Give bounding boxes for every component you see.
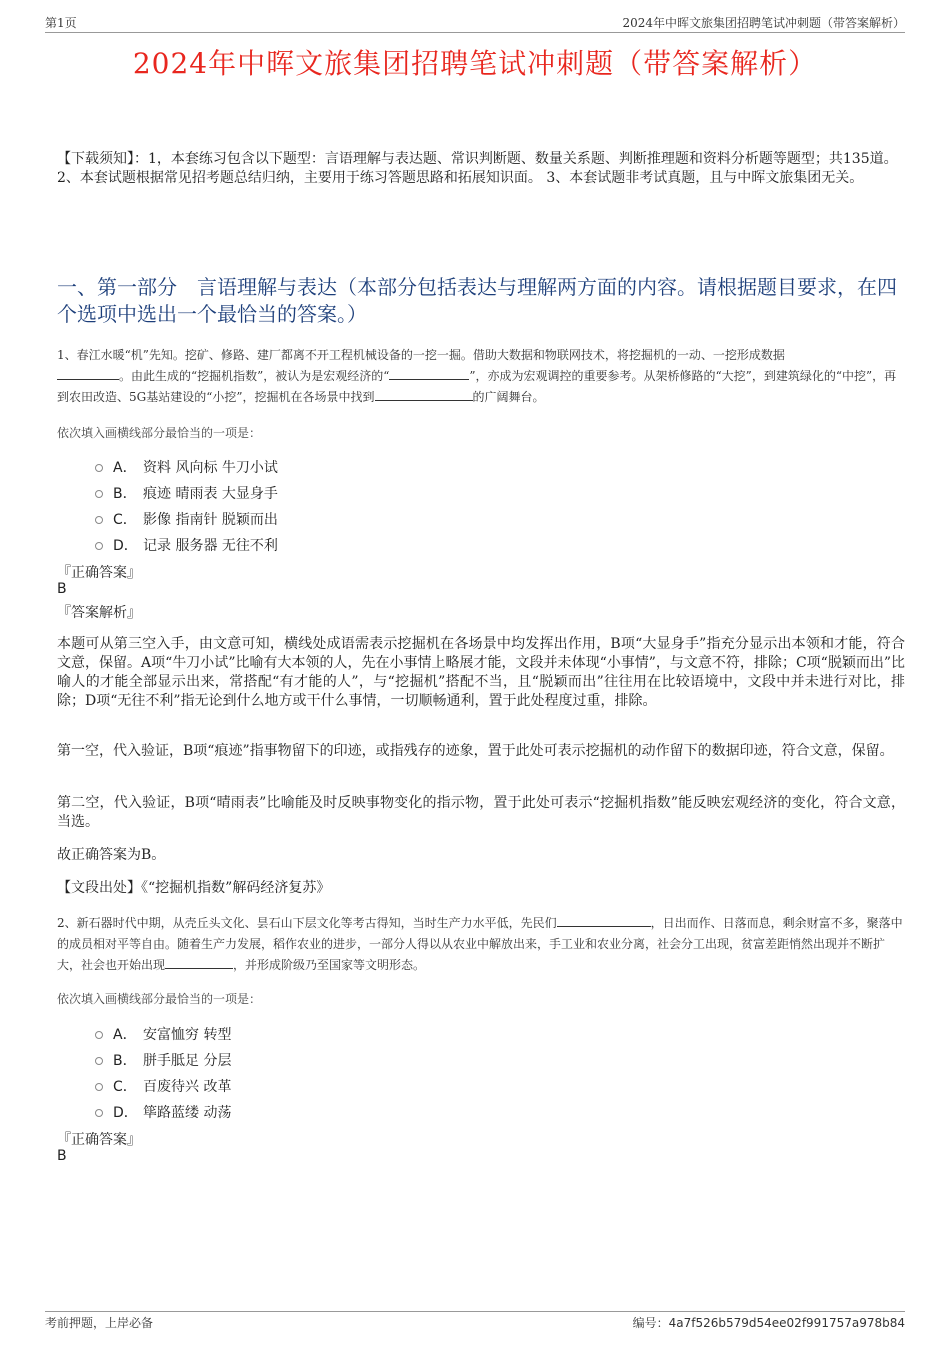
option-letter: B． — [113, 1053, 137, 1069]
q2-option-d[interactable] — [95, 1102, 231, 1122]
q2-text-2: ，日出而作、日落而息，剩余财富不多，聚落中的成员相对平等自由。随着生产力发展，稻作农业的进步，一部分人得以从农业中解放出来，手工业和农业分离，社会分工出现，贫富差距悄然出现并不断扩大，社会也开始出现 — [57, 916, 903, 972]
q1-answer-label: 『正确答案』 — [57, 565, 141, 581]
code-label: 编号： — [632, 1316, 669, 1330]
running-title: 2024年中晖文旅集团招聘笔试冲刺题（带答案解析） — [622, 16, 905, 30]
header-divider — [45, 32, 905, 33]
radio-icon[interactable] — [95, 1109, 103, 1117]
radio-icon[interactable] — [95, 542, 103, 550]
q1-text-4: 的广阔舞台。 — [472, 390, 545, 404]
option-letter: A． — [113, 460, 137, 476]
q2-prompt: 依次填入画横线部分最恰当的一项是： — [57, 992, 262, 1006]
option-letter: D． — [113, 1105, 138, 1121]
q2-answer: B — [57, 1148, 67, 1164]
option-text: 筚路蓝缕 动荡 — [143, 1105, 232, 1121]
radio-icon[interactable] — [95, 1031, 103, 1039]
q2-blank-2 — [165, 956, 233, 969]
option-text: 影像 指南针 脱颖而出 — [143, 512, 278, 528]
option-text: 胼手胝足 分层 — [143, 1053, 232, 1069]
option-text: 记录 服务器 无往不利 — [143, 538, 278, 554]
footer-slogan: 考前押题，上岸必备 — [45, 1316, 154, 1330]
page-title: 2024年中晖文旅集团招聘笔试冲刺题（带答案解析） — [132, 47, 818, 80]
q1-prompt: 依次填入画横线部分最恰当的一项是： — [57, 426, 262, 440]
q1-analysis-paragraph: 第二空，代入验证，B项“晴雨表”比喻能及时反映事物变化的指示物，置于此处可表示“挖掘机指数”能反映宏观经济的变化，符合文意，当选。 — [57, 795, 905, 830]
page-number: 第1页 — [45, 16, 77, 30]
footer-divider — [45, 1311, 905, 1312]
option-letter: C． — [113, 1079, 137, 1095]
q1-analysis-paragraph: 第一空，代入验证，B项“痕迹”指事物留下的印迹，或指残存的迹象，置于此处可表示挖掘机的动作留下的数据印迹，符合文意，保留。 — [57, 743, 894, 759]
code-value: 4a7f526b579d54ee02f991757a978b84 — [668, 1316, 905, 1330]
option-letter: D． — [113, 538, 138, 554]
q1-option-b[interactable] — [95, 483, 278, 503]
q1-text-1: 1、春江水暖“机”先知。挖矿、修路、建厂都离不开工程机械设备的一挖一掘。借助大数据和物联网技术，将挖掘机的一动、一挖形成数据 — [57, 348, 785, 362]
q1-analysis-conclusion: 故正确答案为B。 — [57, 847, 166, 863]
q2-option-b[interactable] — [95, 1050, 231, 1070]
q2-option-a[interactable] — [95, 1024, 231, 1044]
q1-blank-3 — [375, 388, 473, 401]
q1-text-3: ”，亦成为宏观调控的重要参考。从架桥修路的“大挖”，到建筑绿化的“中挖”，再到农田改造、5G基站建设的“小挖”，挖掘机在各场景中找到 — [57, 369, 897, 404]
radio-icon[interactable] — [95, 1083, 103, 1091]
question-1-stem — [57, 345, 905, 408]
q2-text-3: ，并形成阶级乃至国家等文明形态。 — [233, 958, 426, 972]
q1-option-d[interactable] — [95, 535, 278, 555]
radio-icon[interactable] — [95, 464, 103, 472]
q2-blank-1 — [557, 914, 651, 927]
option-letter: A． — [113, 1027, 137, 1043]
q2-answer-label: 『正确答案』 — [57, 1132, 141, 1148]
option-text: 百废待兴 改革 — [143, 1079, 232, 1095]
option-text: 安富恤穷 转型 — [143, 1027, 232, 1043]
document-code — [633, 1314, 905, 1331]
option-text: 痕迹 晴雨表 大显身手 — [143, 486, 278, 502]
option-text: 资料 风向标 牛刀小试 — [143, 460, 278, 476]
option-letter: C． — [113, 512, 137, 528]
q1-blank-1 — [57, 367, 119, 380]
q1-analysis-paragraph: 本题可从第三空入手，由文意可知，横线处成语需表示挖掘机在各场景中均发挥出作用，B项“大显身手”指充分显示出本领和才能，符合文意，保留。A项“牛刀小试”比喻有大本领的人，先在小事情上略展才能，文段并未体现“小事情”，与文意不符，排除；C项“脱颖而出”比喻人的才能全部显示出来，常搭配“有才能的人”，与“挖掘机”搭配不当，且“脱颖而出”往往用在比较语境中，文段中并未进行对比，排除；D项“无往不利”指无论到什么地方或干什么事情，一切顺畅通利，置于此处程度过重，排除。 — [57, 636, 905, 709]
section-heading: 一、第一部分 言语理解与表达（本部分包括表达与理解两方面的内容。请根据题目要求，在四个选项中选出一个最恰当的答案。） — [57, 275, 897, 326]
q2-option-c[interactable] — [95, 1076, 231, 1096]
q2-text-1: 2、新石器时代中期，从壳丘头文化、昙石山下层文化等考古得知，当时生产力水平低，先民们 — [57, 916, 557, 930]
radio-icon[interactable] — [95, 1057, 103, 1065]
q1-text-2: 。由此生成的“挖掘机指数”，被认为是宏观经济的“ — [119, 369, 390, 383]
q1-analysis-label: 『答案解析』 — [57, 605, 141, 621]
option-letter: B． — [113, 486, 137, 502]
q1-option-a[interactable] — [95, 457, 278, 477]
question-2-stem — [57, 913, 905, 976]
q1-source: 【文段出处】《“挖掘机指数”解码经济复苏》 — [57, 880, 331, 896]
radio-icon[interactable] — [95, 490, 103, 498]
radio-icon[interactable] — [95, 516, 103, 524]
q1-option-c[interactable] — [95, 509, 278, 529]
q1-blank-2 — [389, 367, 469, 380]
download-notice: 【下载须知】：1，本套练习包含以下题型：言语理解与表达题、常识判断题、数量关系题、判断推理题和资料分析题等题型；共135道。 2、本套试题根据常见招考题总结归纳，主要用于练习答题思路和拓展知识面。 3、本套试题非考试真题，且与中晖文旅集团无关。 — [57, 151, 898, 186]
q1-answer: B — [57, 581, 67, 597]
